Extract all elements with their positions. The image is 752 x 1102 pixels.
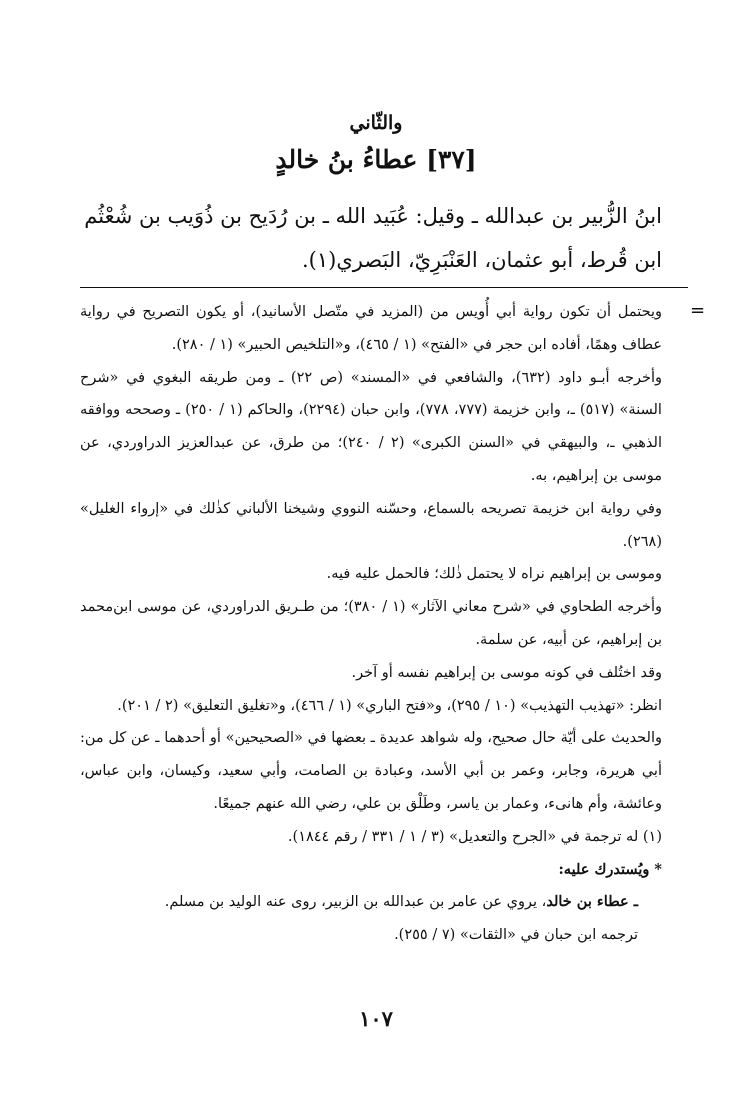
footnote-separator [80, 287, 688, 288]
biography-line-1: ابنُ الزُّبير بن عبدالله ـ وقيل: عُبَيد الله ـ بن رُدَيح بن ذُوَيب بن شُعْثُم [84, 204, 662, 228]
biography [80, 194, 662, 282]
footnote-paragraph: وأخرجه أبـو داود (٦٣٢)، والشافعي في «المسند» (ص ٢٢) ـ ومن طريقه البغوي في «شرح السنة» (٥١٧) ـ، وابن خزيمة (٧٧٧، ٧٧٨)، وابن حبان (٢٢٩٤)، والحاكم (١ / ٢٥٠) ـ وصححه ووافقه الذهبي ـ، والبيهقي في «السنن الكبرى» (٢ / ٢٤٠)؛ من طرق، عن عبدالعزيز الدراوردي، عن موسى بن إبراهيم، به. [80, 369, 663, 484]
page-number: ١٠٧ [359, 1006, 393, 1031]
footnote-1: (١) له ترجمة في «الجرح والتعديل» (٣ / ١ / ٣٣١ / رقم ١٨٤٤). [287, 828, 662, 845]
footnote-paragraph: وأخرجه الطحاوي في «شرح معاني الآثار» (١ / ٣٨٠)؛ من طـريق الدراوردي، عن موسى ابن‌محمد بن إبراهيم، عن أبيه، عن سلمة. [80, 599, 662, 648]
footnote-paragraph: انظر: «تهذيب التهذيب» (١٠ / ٢٩٥)، و«فتح الباري» (١ / ٤٦٦)، و«تغليق التعليق» (٢ / ٢٠١). [117, 697, 662, 714]
footnote-paragraph: والحديث على أيّة حال صحيح، وله شواهد عديدة ـ بعضها في «الصحيحين» أو أحدهما ـ عن كل من: أبي هريرة، وجابر، وعمر بن أبي الأسد، وعبادة بن الصامت، وأبي سعيد، وكيسان، وابن عباس، وعائشة، وأم هانىء، وعمار بن ياسر، وطَلْق بن علي، رضي الله عنهم جميعًا. [80, 730, 662, 812]
addendum-source: ترجمه ابن حبان في «الثقات» (٧ / ٢٥٥). [394, 927, 638, 944]
footnote-paragraph: وقد اختُلف في كونه موسى بن إبراهيم نفسه أو آخر. [351, 664, 662, 681]
footnote-paragraph: وموسى بن إبراهيم نراه لا يحتمل ذٰلك؛ فالحمل عليه فيه. [326, 566, 662, 583]
footnotes-block [80, 296, 662, 952]
entry-title: [٣٧] عطاءُ بنُ خالدٍ [275, 145, 477, 174]
section-label: والثّاني [349, 112, 403, 134]
addendum-heading: * ويُستدرك عليه: [558, 860, 662, 878]
footnote-paragraph: ويحتمل أن تكون رواية أبي أُويس من (المزيد في متّصل الأسانيد)، أو يكون التصريح في رواية عطاف وهمًا، أفاده ابن حجر في «الفتح» (١ / ٤٦٥)، و«التلخيص الحبير» (١ / ٢٨٠). [80, 304, 662, 353]
addendum-name: ـ عطاء بن خالد [546, 893, 638, 911]
footnote-paragraph: وفي رواية ابن خزيمة تصريحه بالسماع، وحسّنه النووي وشيخنا الألباني كذٰلك في «إرواء الغليل» (٢٦٨). [80, 500, 662, 550]
continuation-mark: = [690, 300, 706, 321]
addendum-entry [80, 886, 662, 919]
biography-line-2: ابن قُرط، أبو عثمان، العَنْبَرِيّ، البَصري(١). [302, 248, 662, 272]
addendum-text: ، يروي عن عامر بن عبدالله بن الزبير، روى عنه الوليد بن مسلم. [164, 894, 547, 911]
